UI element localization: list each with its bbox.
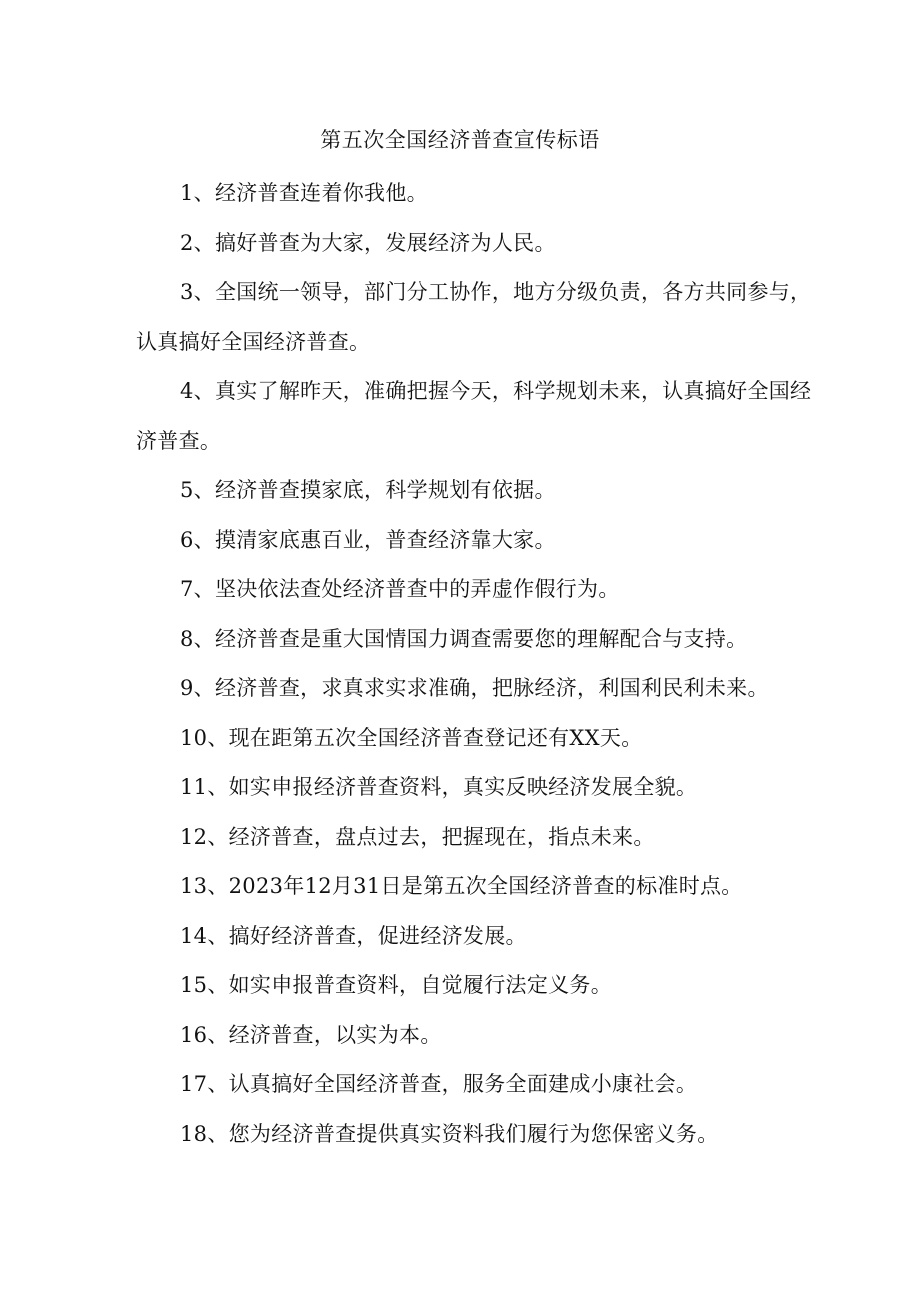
slogan-item-6: 6、摸清家底惠百业，普查经济靠大家。 xyxy=(180,527,556,552)
slogan-item-5: 5、经济普查摸家底，科学规划有依据。 xyxy=(180,478,556,502)
slogan-item-11: 11、如实申报经济普查资料，真实反映经济发展全貌。 xyxy=(180,775,698,799)
slogan-item-2: 2、搞好普查为大家，发展经济为人民。 xyxy=(180,230,556,255)
slogan-item-18: 18、您为经济普查提供真实资料我们履行为您保密义务。 xyxy=(180,1121,719,1146)
slogan-item-7: 7、坚决依法查处经济普查中的弄虚作假行为。 xyxy=(180,577,620,601)
slogan-item-14: 14、搞好经济普查，促进经济发展。 xyxy=(180,923,527,948)
slogan-item-1: 1、经济普查连着你我他。 xyxy=(180,181,428,205)
slogan-item-9: 9、经济普查，求真求实求准确，把脉经济，利国利民利未来。 xyxy=(180,676,769,700)
slogan-item-8: 8、经济普查是重大国情国力调查需要您的理解配合与支持。 xyxy=(180,626,748,651)
slogan-list xyxy=(136,169,816,1159)
slogan-item-17: 17、认真搞好全国经济普查，服务全面建成小康社会。 xyxy=(180,1072,698,1096)
document-title: 第五次全国经济普查宣传标语 xyxy=(320,128,600,152)
slogan-item-16: 16、经济普查，以实为本。 xyxy=(180,1022,442,1047)
slogan-item-4: 4、真实了解昨天，准确把握今天，科学规划未来，认真搞好全国经济普查。 xyxy=(136,379,812,453)
slogan-item-12: 12、经济普查，盘点过去，把握现在，指点未来。 xyxy=(180,824,655,849)
slogan-item-3: 3、全国统一领导，部门分工协作，地方分级负责，各方共同参与，认真搞好全国经济普查。 xyxy=(136,280,812,354)
slogan-item-10: 10、现在距第五次全国经济普查登记还有XX天。 xyxy=(180,725,643,750)
slogan-item-13: 13、2023年12月31日是第五次全国经济普查的标准时点。 xyxy=(180,874,743,898)
slogan-item-15: 15、如实申报普查资料，自觉履行法定义务。 xyxy=(180,973,613,997)
